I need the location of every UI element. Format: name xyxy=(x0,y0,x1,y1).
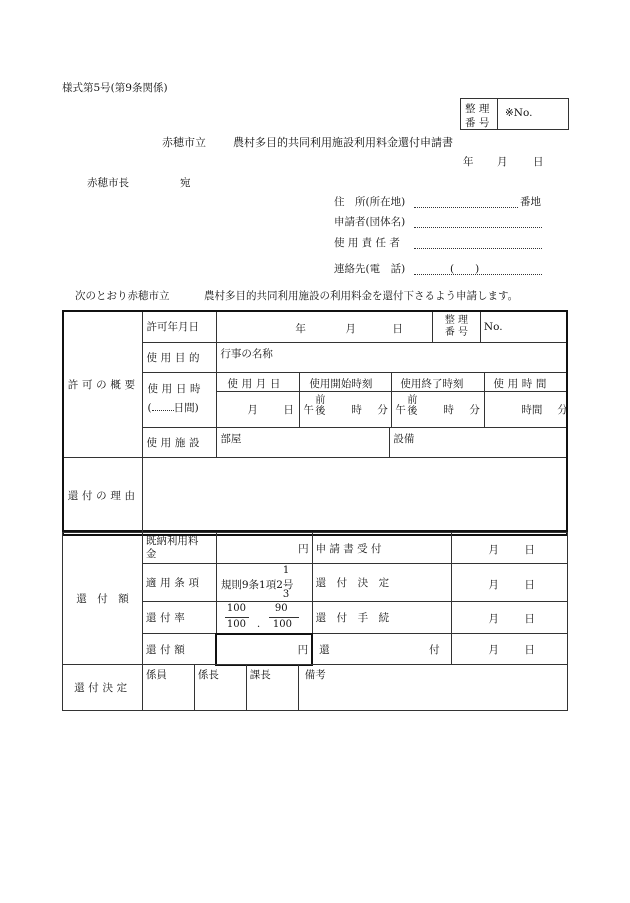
date-month: 月 xyxy=(497,156,508,168)
r2-day: 日 xyxy=(524,579,535,591)
clause-label-text: 適用条項 xyxy=(145,577,203,589)
end-am: 前 xyxy=(407,394,418,406)
facility-label-text: 使用施設 xyxy=(146,436,204,449)
r1-date-field[interactable] xyxy=(452,533,568,564)
end-min: 分 xyxy=(469,403,480,416)
r4-date-field[interactable] xyxy=(452,634,568,665)
equipment-field[interactable] xyxy=(390,427,567,457)
reason-label-text: 還付の理由 xyxy=(67,490,139,503)
address-label: 住 所(所在地) xyxy=(334,196,406,208)
use-month: 月 xyxy=(247,403,258,416)
col-end: 使用終了時刻 xyxy=(400,377,464,390)
end-pm: 後 xyxy=(407,405,418,417)
rate-a-den: 100 xyxy=(226,619,246,630)
start-min: 分 xyxy=(377,403,388,416)
end-hour: 時 xyxy=(443,403,454,416)
r3-day: 日 xyxy=(524,613,535,625)
head-label: 課長 xyxy=(249,669,271,681)
decision-label xyxy=(63,665,143,711)
intro-text-2: 農村多目的共同利用施設の利用料金を還付下さるよう申請します。 xyxy=(204,290,519,302)
title-city: 赤穂市立 xyxy=(162,136,206,149)
minutes-unit: 分 xyxy=(557,403,568,416)
refund-section-label xyxy=(63,533,143,665)
clause-top: 1 xyxy=(282,565,290,576)
permit-seiri-l1: 整 理 xyxy=(444,314,469,326)
r1-label xyxy=(312,533,452,564)
r4-a: 還 xyxy=(319,644,330,656)
staff-stamp[interactable] xyxy=(142,665,194,711)
tel-paren: ( ) xyxy=(450,263,480,275)
permit-date-year: 年 xyxy=(295,323,306,335)
refund-table xyxy=(62,532,568,666)
clause-value: 規則9条1項2号 xyxy=(220,579,294,591)
tel-label: 連絡先(電 話) xyxy=(334,263,406,275)
use-day: 日 xyxy=(283,403,294,416)
clause-label xyxy=(142,564,216,602)
remarks-label: 備考 xyxy=(304,669,326,681)
r1-label-text: 申 請 書 受 付 xyxy=(315,542,382,555)
purpose-label-text: 使用目的 xyxy=(146,351,204,364)
datetime-grid xyxy=(217,372,567,427)
r3-label xyxy=(312,602,452,634)
start-pm: 後 xyxy=(315,405,326,417)
r4-day: 日 xyxy=(524,644,535,656)
clause-bot: 3 xyxy=(282,589,290,600)
rate-field xyxy=(216,602,312,634)
purpose-field[interactable] xyxy=(217,342,567,372)
chief-stamp[interactable] xyxy=(194,665,246,711)
r1-day: 日 xyxy=(524,544,535,556)
person-label: 使 用 責 任 者 xyxy=(334,237,400,249)
room-value: 部屋 xyxy=(220,432,242,445)
date-day: 日 xyxy=(533,156,544,168)
refund-amount-field[interactable] xyxy=(216,634,312,665)
facility-label xyxy=(143,427,217,457)
rate-label-text: 還付率 xyxy=(145,612,189,624)
start-am: 前 xyxy=(315,394,326,406)
days-open: ( xyxy=(147,401,152,414)
amount-label xyxy=(142,634,216,665)
permit-section-text: 許可の概要 xyxy=(67,378,139,391)
reason-label xyxy=(63,457,143,535)
remarks-field[interactable] xyxy=(298,665,567,711)
amount-yen: 円 xyxy=(297,643,309,656)
r2-month: 月 xyxy=(488,579,499,591)
room-field[interactable] xyxy=(217,427,390,457)
permit-section-label xyxy=(63,311,143,457)
purpose-label xyxy=(143,342,217,372)
reason-field[interactable] xyxy=(143,457,567,535)
refund-section-text: 還 付 額 xyxy=(76,593,129,605)
org-field[interactable] xyxy=(414,214,542,228)
seiri-box xyxy=(460,98,569,130)
permit-seiri-value: No. xyxy=(483,320,503,333)
seiri-label-1: 整 理 xyxy=(465,103,490,115)
rate-sep: . xyxy=(256,618,261,630)
address-field[interactable] xyxy=(414,194,518,208)
intro-text-1: 次のとおり赤穂市立 xyxy=(75,290,170,302)
paid-label xyxy=(142,533,216,564)
r4-month: 月 xyxy=(488,644,499,656)
paid-label-2: 金 xyxy=(145,548,157,560)
chief-label: 係長 xyxy=(197,669,219,681)
r2-date-field[interactable] xyxy=(452,564,568,602)
start-ampm-a: 午 xyxy=(303,403,314,416)
org-label: 申請者(団体名) xyxy=(334,216,406,228)
hours-unit: 時間 xyxy=(521,403,543,416)
r3-label-text: 還 付 手 続 xyxy=(315,612,390,624)
r1-month: 月 xyxy=(488,544,499,556)
days-unit: 日間) xyxy=(173,401,199,414)
seiri-label-2: 番 号 xyxy=(465,117,490,129)
col-hours: 使用時間 xyxy=(493,377,551,390)
amount-label-text: 還付額 xyxy=(145,643,189,656)
permit-seiri-field[interactable] xyxy=(480,311,567,342)
head-stamp[interactable] xyxy=(246,665,298,711)
decision-table xyxy=(62,664,568,711)
r4-label xyxy=(312,634,452,665)
permit-table xyxy=(62,310,568,536)
addressee-name: 赤穂市長 xyxy=(87,177,129,189)
r3-month: 月 xyxy=(488,613,499,625)
person-field[interactable] xyxy=(414,235,542,249)
purpose-value: 行事の名称 xyxy=(220,347,273,360)
date-year: 年 xyxy=(463,156,474,168)
paid-amount-field[interactable] xyxy=(216,533,312,564)
datetime-label xyxy=(143,372,217,427)
r2-label-text: 還 付 決 定 xyxy=(315,577,390,589)
rate-a-num: 100 xyxy=(226,603,246,614)
form-number: 様式第5号(第9条関係) xyxy=(62,82,168,94)
r3-date-field[interactable] xyxy=(452,602,568,634)
paid-label-1: 既納利用料 xyxy=(145,535,199,547)
days-field[interactable] xyxy=(152,399,174,411)
staff-label: 係員 xyxy=(145,669,167,681)
col-day: 使用月日 xyxy=(227,377,285,390)
permit-date-label-text: 許可年月日 xyxy=(146,321,199,334)
end-ampm-a: 午 xyxy=(395,403,406,416)
col-start: 使用開始時刻 xyxy=(309,377,373,390)
permit-seiri-l2: 番 号 xyxy=(444,326,469,338)
rate-b-den: 100 xyxy=(272,619,292,630)
permit-date-day: 日 xyxy=(392,323,403,335)
permit-date-field[interactable] xyxy=(217,311,433,342)
rate-label xyxy=(142,602,216,634)
r2-label xyxy=(312,564,452,602)
equipment-value: 設備 xyxy=(393,432,415,445)
address-suffix: 番地 xyxy=(520,196,541,208)
addressee-suffix: 宛 xyxy=(180,177,191,189)
r4-b: 付 xyxy=(429,644,440,656)
start-hour: 時 xyxy=(351,403,362,416)
seiri-value: ※No. xyxy=(505,107,533,119)
permit-seiri-label xyxy=(433,311,481,342)
decision-label-text: 還付決定 xyxy=(74,682,131,694)
datetime-label-text: 使用日時 xyxy=(147,382,205,395)
clause-field xyxy=(216,564,312,602)
page-title: 農村多目的共同利用施設利用料金還付申請書 xyxy=(233,136,453,149)
permit-date-label xyxy=(143,311,217,342)
paid-yen: 円 xyxy=(298,542,309,555)
permit-date-month: 月 xyxy=(345,323,356,335)
rate-b-num: 90 xyxy=(274,603,288,614)
